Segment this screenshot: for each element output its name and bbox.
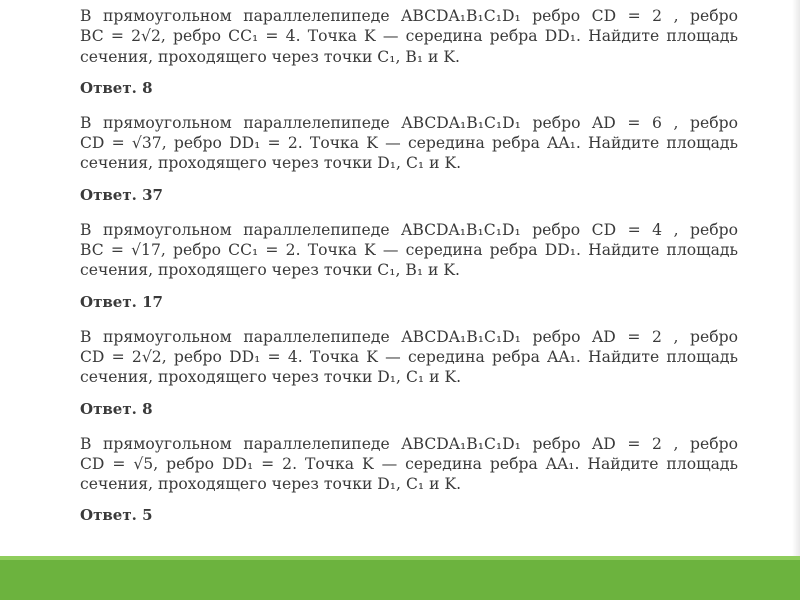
problem-line: В прямоугольном параллелепипеде ABCDA₁B₁C₁D₁ ребро AD = 2 , ребро bbox=[80, 327, 738, 346]
problem-line: В прямоугольном параллелепипеде ABCDA₁B₁C₁D₁ ребро AD = 6 , ребро bbox=[80, 113, 738, 132]
problem-text bbox=[80, 220, 738, 281]
problem-line: BC = √17, ребро CC₁ = 2. Точка K — середина ребра DD₁. Найдите площадь bbox=[80, 241, 738, 260]
problem-line: В прямоугольном параллелепипеде ABCDA₁B₁C₁D₁ ребро AD = 2 , ребро bbox=[80, 434, 738, 453]
footer-accent-bar bbox=[0, 556, 800, 600]
answer-label: Ответ. 8 bbox=[80, 78, 153, 97]
problem-line: В прямоугольном параллелепипеде ABCDA₁B₁C₁D₁ ребро CD = 2 , ребро bbox=[80, 7, 738, 25]
answer-label: Ответ. 17 bbox=[80, 292, 163, 311]
problem-line: CD = √5, ребро DD₁ = 2. Точка K — середина ребра AA₁. Найдите площадь bbox=[80, 454, 738, 473]
problem-line: сечения, проходящего через точки D₁, C₁ и K. bbox=[80, 154, 462, 173]
answer-label: Ответ. 37 bbox=[80, 185, 163, 204]
problem-line: сечения, проходящего через точки C₁, B₁ и K. bbox=[80, 47, 461, 66]
problem-block-3 bbox=[80, 220, 738, 313]
answer-label: Ответ. 8 bbox=[80, 399, 153, 418]
answer-label: Ответ. 5 bbox=[80, 506, 153, 525]
problem-line: CD = √37, ребро DD₁ = 2. Точка K — середина ребра AA₁. Найдите площадь bbox=[80, 134, 738, 153]
problem-list bbox=[80, 6, 738, 540]
problem-line: В прямоугольном параллелепипеде ABCDA₁B₁C₁D₁ ребро CD = 4 , ребро bbox=[80, 220, 738, 239]
slide-edge-shadow bbox=[792, 0, 800, 556]
problem-block-2 bbox=[80, 113, 738, 206]
footer-accent-stripe bbox=[0, 556, 800, 560]
problem-block-1 bbox=[80, 6, 738, 99]
problem-text bbox=[80, 327, 738, 388]
problem-text bbox=[80, 434, 738, 495]
problem-text bbox=[80, 6, 738, 67]
problem-text bbox=[80, 113, 738, 174]
problem-block-5 bbox=[80, 434, 738, 527]
problem-line: BC = 2√2, ребро CC₁ = 4. Точка K — середина ребра DD₁. Найдите площадь bbox=[80, 27, 738, 46]
problem-block-4 bbox=[80, 327, 738, 420]
problem-line: CD = 2√2, ребро DD₁ = 4. Точка K — середина ребра AA₁. Найдите площадь bbox=[80, 347, 738, 366]
problem-line: сечения, проходящего через точки D₁, C₁ и K. bbox=[80, 368, 462, 387]
problem-line: сечения, проходящего через точки C₁, B₁ и K. bbox=[80, 261, 461, 280]
problem-line: сечения, проходящего через точки D₁, C₁ и K. bbox=[80, 475, 462, 494]
